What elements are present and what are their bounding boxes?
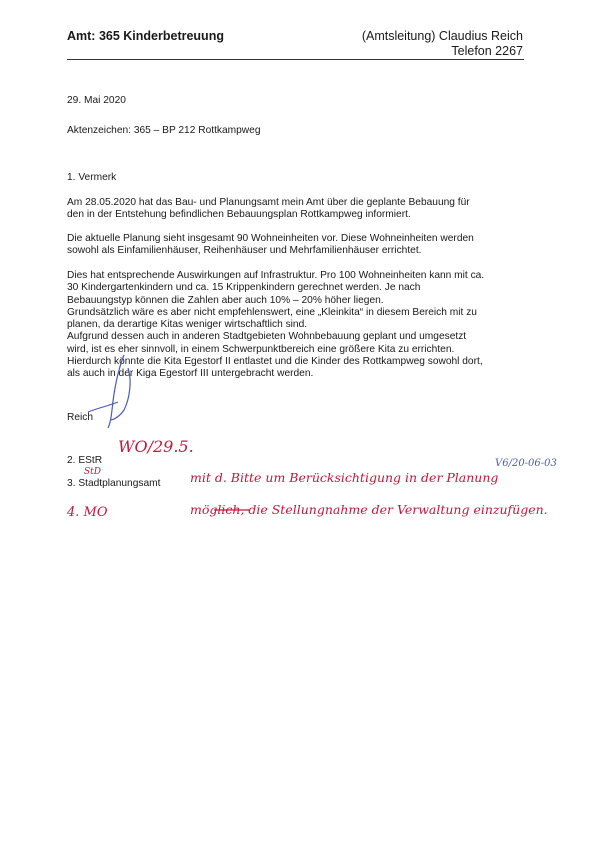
distribution-item-estr: 2. EStR	[67, 455, 103, 466]
memo-date: 29. Mai 2020	[67, 95, 126, 106]
paragraph-line: Hierdurch könnte die Kita Egestorf II entlastet und die Kinder des Rottkampweg sowohl dort,	[67, 356, 483, 368]
paragraph-line: als auch in der Kiga Egestorf III untergebracht werden.	[67, 368, 314, 380]
paragraph-line: sowohl als Einfamilienhäuser, Reihenhäuser und Mehrfamilienhäuser errichtet.	[67, 245, 422, 257]
handwritten-initials-date: WO/29.5.	[118, 437, 194, 456]
paragraph-line: Bebauungstyp können die Zahlen aber auch 10% – 20% höher liegen.	[67, 294, 384, 306]
paragraph-line: 30 Kindergartenkindern und ca. 15 Krippenkindern gerechnet werden. Je nach	[67, 282, 421, 294]
paragraph-1	[67, 197, 537, 222]
paragraph-line: Aufgrund dessen auch in anderen Stadtgebieten Wohnbebauung geplant und umgesetzt	[67, 331, 467, 343]
office-name: Amt: 365 Kinderbetreuung	[67, 29, 224, 43]
handwritten-note-line-2: möglich, die Stellungnahme der Verwaltung einzufügen.	[190, 502, 548, 517]
signature-scribble	[84, 350, 154, 430]
paragraph-line: den in der Entstehung befindlichen Bebauungsplan Rottkampweg informiert.	[67, 209, 411, 221]
paragraph-line: Grundsätzlich wäre es aber nicht empfehlenswert, eine „Kleinkita“ in diesem Bereich mit zu	[67, 306, 477, 318]
paragraph-line: Die aktuelle Planung sieht insgesamt 90 Wohneinheiten vor. Diese Wohneinheiten werden	[67, 233, 474, 244]
handwritten-item-4: 4. MO	[67, 505, 108, 520]
handwritten-stamp: V6/20-06-03	[495, 458, 557, 469]
office-head: (Amtsleitung) Claudius Reich	[361, 29, 523, 43]
paragraph-2	[67, 233, 537, 258]
section-title: 1. Vermerk	[67, 172, 117, 183]
distribution-item-planning: 3. Stadtplanungsamt	[67, 478, 161, 489]
office-head-block	[360, 29, 523, 59]
reference-number: Aktenzeichen: 365 – BP 212 Rottkampweg	[67, 125, 261, 136]
handwritten-note-line-1: mit d. Bitte um Berücksichtigung in der Planung	[190, 470, 499, 485]
signature-name: Reich	[67, 412, 94, 423]
paragraph-line: Dies hat entsprechende Auswirkungen auf Infrastruktur. Pro 100 Wohneinheiten kann mit ca.	[67, 270, 485, 281]
strikethrough-mark	[212, 506, 252, 514]
handwritten-initials-small: StD	[84, 467, 101, 477]
paragraph-line: planen, da derartige Kitas weniger wirtschaftlich sind.	[67, 319, 308, 331]
office-phone: Telefon 2267	[451, 44, 523, 58]
header-divider	[67, 59, 524, 60]
paragraph-line: Am 28.05.2020 hat das Bau- und Planungsamt mein Amt über die geplante Bebauung für	[67, 197, 470, 208]
paragraph-line: wird, ist es eher sinnvoll, in einem Schwerpunktbereich eine größere Kita zu errichten.	[67, 343, 455, 355]
